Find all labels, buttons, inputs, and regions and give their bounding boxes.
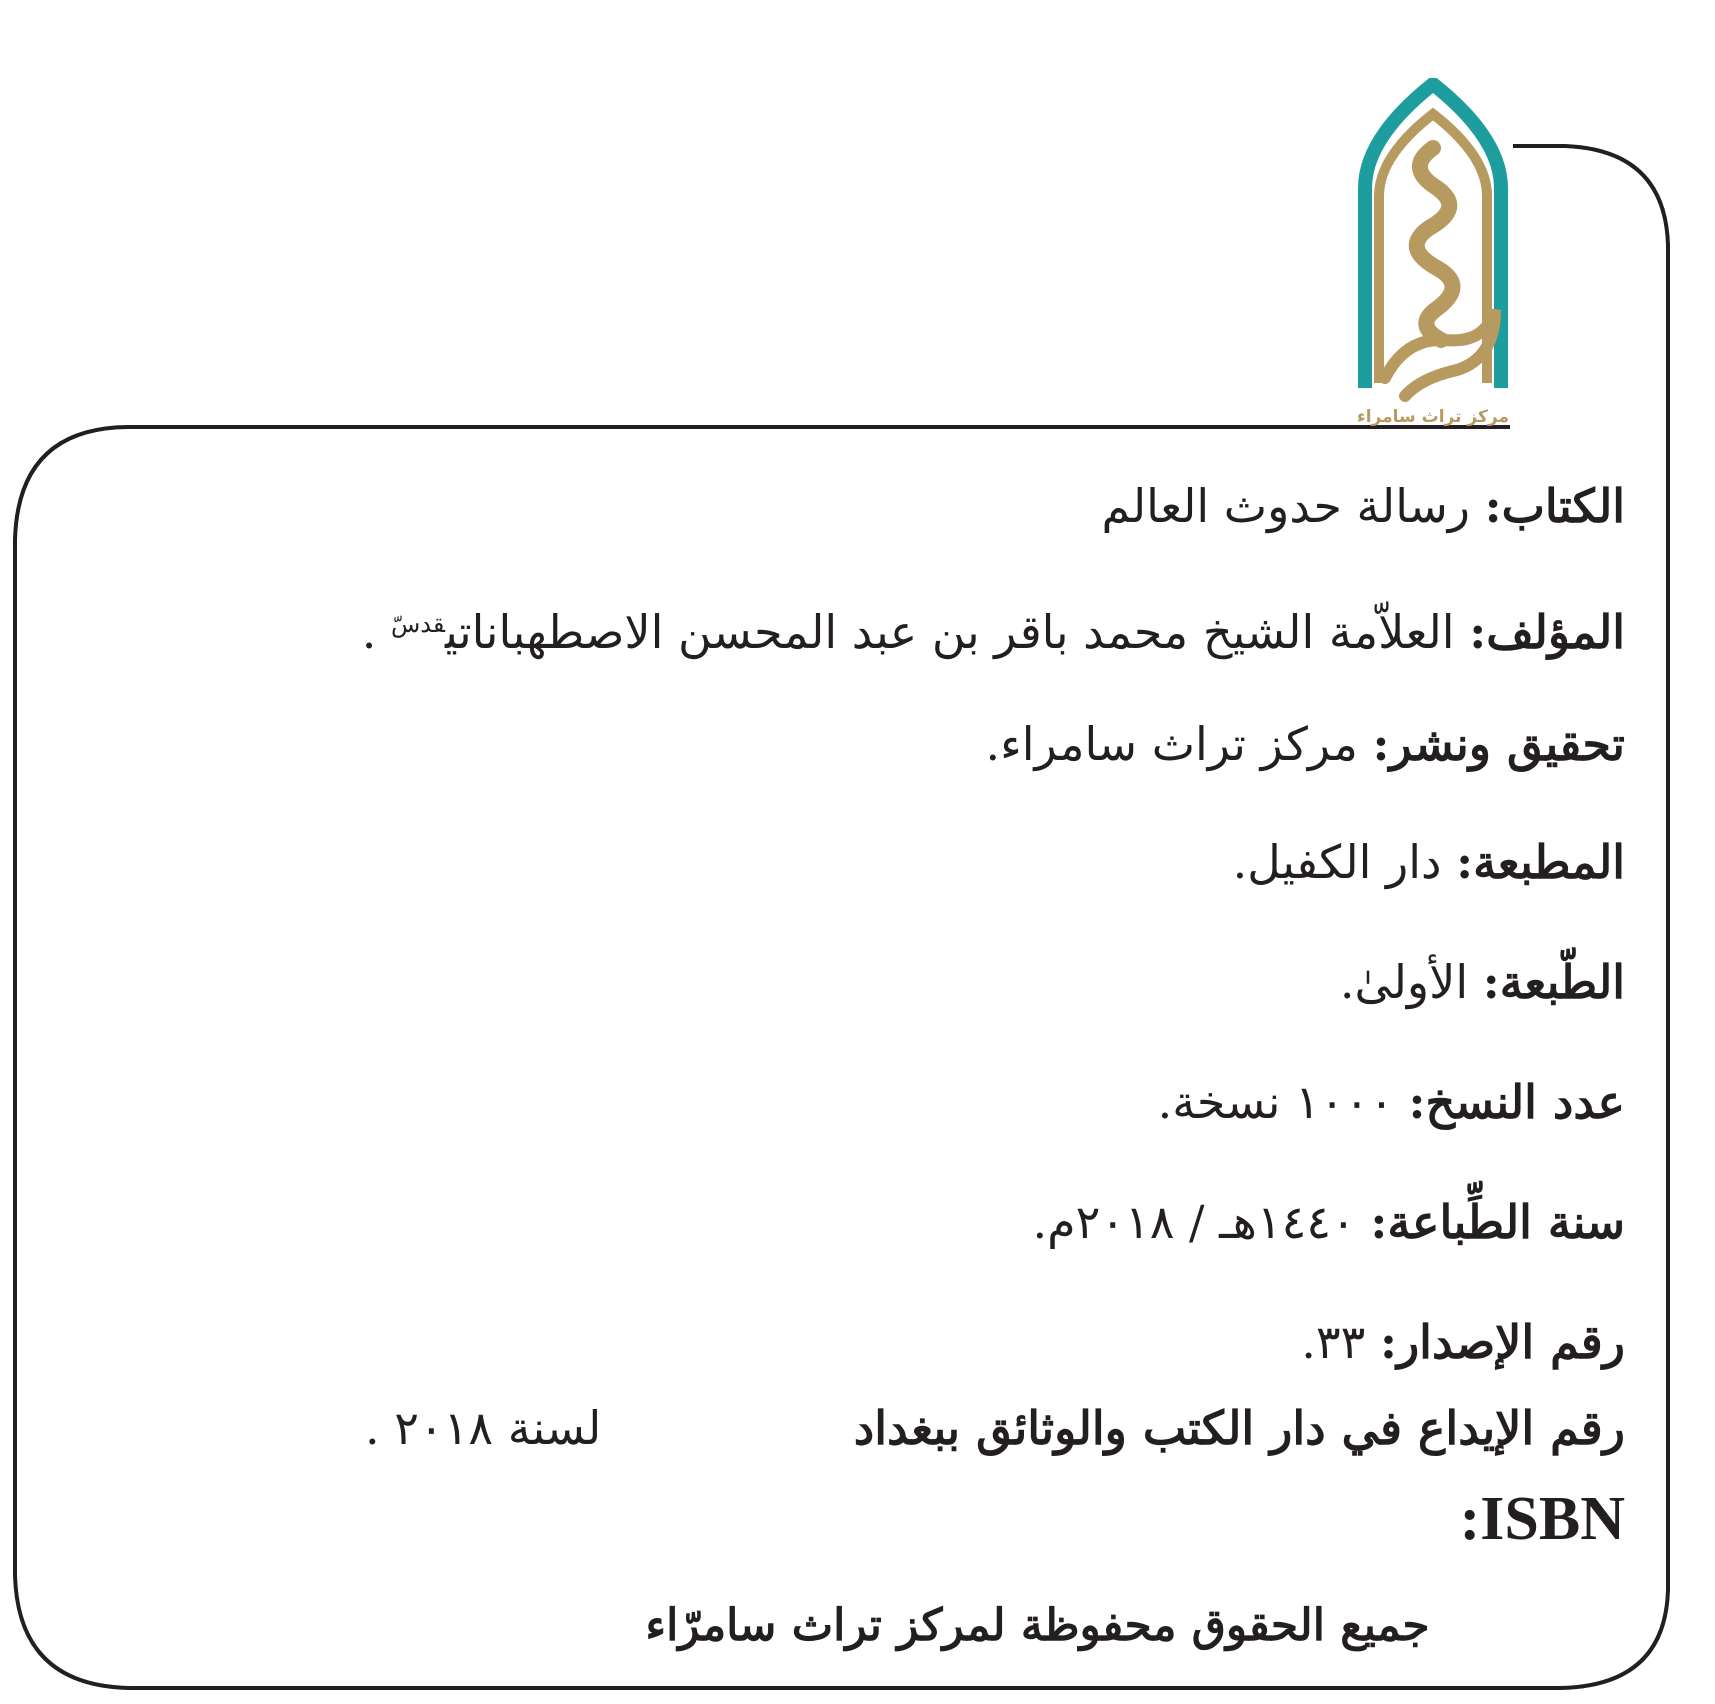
colophon-row-publisher	[985, 714, 1625, 774]
row-key: المطبعة:	[1456, 835, 1625, 889]
row-value: ١٤٤٠هـ / ٢٠١٨م.	[1032, 1195, 1356, 1249]
row-value: العلاّمة الشيخ محمد باقر بن عبد المحسن الاصطهباناتي	[444, 605, 1455, 659]
colophon-row-book	[1102, 476, 1625, 536]
row-key: المؤلف:	[1469, 605, 1625, 659]
row-value: ١٠٠٠ نسخة.	[1157, 1075, 1394, 1129]
row-key: عدد النسخ:	[1408, 1075, 1625, 1129]
colophon-row-print-year	[1033, 1192, 1626, 1252]
colophon-row-press	[1233, 832, 1625, 892]
row-value: مركز تراث سامراء.	[985, 717, 1358, 771]
rights-notice	[0, 1596, 1715, 1656]
colophon-row-author	[362, 594, 1625, 662]
colophon-row-deposit	[854, 1398, 1625, 1458]
logo-caption: مركز تراث سامراء	[1357, 407, 1509, 427]
row-key: الكتاب:	[1484, 479, 1625, 533]
row-key: الطّبعة:	[1482, 955, 1625, 1009]
isbn-label: :ISBN	[1459, 1485, 1625, 1553]
row-value: دار الكفيل.	[1232, 835, 1442, 889]
row-value: ٣٣.	[1301, 1315, 1366, 1369]
row-key: رقم الإصدار:	[1379, 1315, 1625, 1369]
deposit-label: رقم الإيداع في دار الكتب والوثائق ببغداد	[853, 1401, 1625, 1455]
row-value: رسالة حدوث العالم	[1101, 479, 1470, 533]
row-value: الأولىٰ.	[1339, 955, 1469, 1009]
row-key: تحقيق ونشر:	[1372, 717, 1625, 771]
honorific-mark: قدسّ	[390, 610, 445, 638]
row-key: سنة الطِّباعة:	[1370, 1195, 1625, 1249]
rights-text: جميع الحقوق محفوظة لمركز تراث سامرّاء	[645, 1600, 1430, 1651]
row-end-mark: .	[361, 605, 391, 659]
colophon-row-issue-number	[1301, 1312, 1625, 1372]
colophon-row-copies	[1158, 1072, 1625, 1132]
publisher-logo	[1345, 78, 1520, 430]
samarra-heritage-logo-icon	[1345, 78, 1520, 430]
colophon-row-edition	[1340, 952, 1625, 1012]
deposit-year: لسنة ٢٠١٨ .	[365, 1401, 602, 1455]
